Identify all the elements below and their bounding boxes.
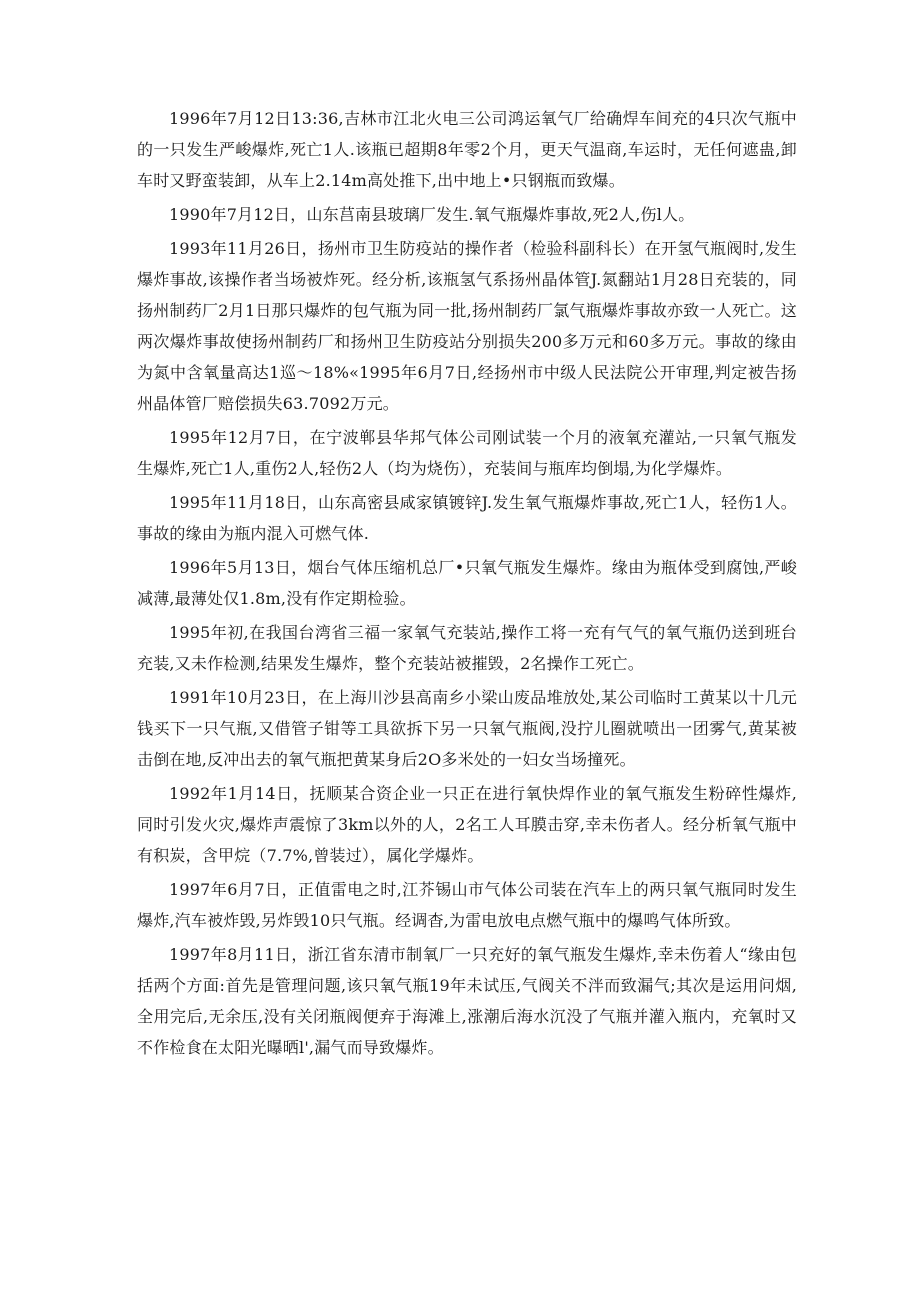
paragraph-1995-gaomi: 1995年11月18日，山东高密县咸家镇镀锌J.发生氧气瓶爆炸事故,死亡1人，轻伤1人。事故的缘由为瓶内混入可燃气体. (137, 493, 797, 543)
paragraph-1995-taiwan: 1995年初,在我国台湾省三福一家氧气充装站,操作工将一充有气气的氧气瓶仍送到班台充装,又未作检测,结果发生爆炸，整个充装站被摧毁，2名操作工死亡。 (137, 623, 797, 673)
document-body (137, 103, 797, 1066)
paragraph-1991-shanghai: 1991年10月23日，在上海川沙县高南乡小梁山废品堆放处,某公司临时工黄某以十几元钱买下一只气瓶,又借管子钳等工具欲拆下另一只氧气瓶阀,没拧儿圈就喷出一团雾气,黄某被击倒在地,反冲出去的氧气瓶把黄某身后2O多米处的一妇女当场撞死。 (137, 688, 797, 769)
paragraph-1993-yangzhou: 1993年11月26日，扬州市卫生防疫站的操作者（检验科副科长）在开氢气瓶阀时,发生爆炸事故,该操作者当场被炸死。经分析,该瓶氢气系扬州晶体管J.氮翻站1月28日充装的，同扬州制药厂2月1日那只爆炸的包气瓶为同一批,扬州制药厂氯气瓶爆炸事故亦致一人死亡。这两次爆炸事故使扬州制药厂和扬州卫生防疫站分别损失200多万元和60多万元。事故的缘由为氮中含氧量高达1巡～18%«1995年6月7日,经扬州市中级人民法院公开审理,判定被告扬州晶体管厂赔偿损失63.7092万元。 (137, 239, 797, 413)
paragraph-1996-jilin: 1996年7月12日13:36,吉林市江北火电三公司鸿运氧气厂给确焊车间充的4只次气瓶中的一只发生严峻爆炸,死亡1人.该瓶已超期8年零2个月，更天气温商,车运时，无任何遮蛊,卸车时又野蛮装卸，从车上2.14m高处推下,出中地上•只钢瓶而致爆。 (137, 109, 797, 190)
paragraph-1995-ningbo: 1995年12月7日，在宁波郸县华邦气体公司刚试装一个月的液氧充灌站,一只氧气瓶发生爆炸,死亡1人,重伤2人,轻伤2人（均为烧伤），充装间与瓶库均倒塌,为化学爆炸。 (137, 428, 797, 478)
paragraph-1996-yantai: 1996年5月13日，烟台气体压缩机总厂•只氧气瓶发生爆炸。缘由为瓶体受到腐蚀,严峻减薄,最薄处仅1.8m,没有作定期检验。 (137, 558, 797, 608)
paragraph-1992-fushun: 1992年1月14日，抚顺某合资企业一只正在进行氧快焊作业的氧气瓶发生粉碎性爆炸,同时引发火灾,爆炸声震惊了3km以外的人，2名工人耳膜击穿,幸未伤者人。经分析氧气瓶中有积炭，含甲烷（7.7%,曾装过），属化学爆炸。 (137, 784, 797, 865)
paragraph-1997-zhejiang: 1997年8月11日，浙江省东清市制氧厂一只充好的氧气瓶发生爆炸,幸未伤着人“缘由包括两个方面:首先是管理问题,该只氧气瓶19年未试压,气阀关不泮而致漏气;其次是运用问烟,全用完后,无余压,没有关闭瓶阀便弃于海滩上,涨潮后海水沉没了气瓶并灌入瓶内，充氧时又不作检食在太阳光曝晒l',漏气而导致爆炸。 (137, 945, 797, 1057)
paragraph-1990-shandong: 1990年7月12日，山东莒南县玻璃厂发生.氧气瓶爆炸事故,死2人,伤l人。 (169, 205, 695, 224)
paragraph-1997-xishan: 1997年6月7日，正值雷电之时,江芥锡山市气体公司装在汽车上的两只氧气瓶同时发生爆炸,汽车被炸毁,另炸毁10只气瓶。经调杳,为雷电放电点燃气瓶中的爆鸣气体所致。 (137, 880, 797, 930)
